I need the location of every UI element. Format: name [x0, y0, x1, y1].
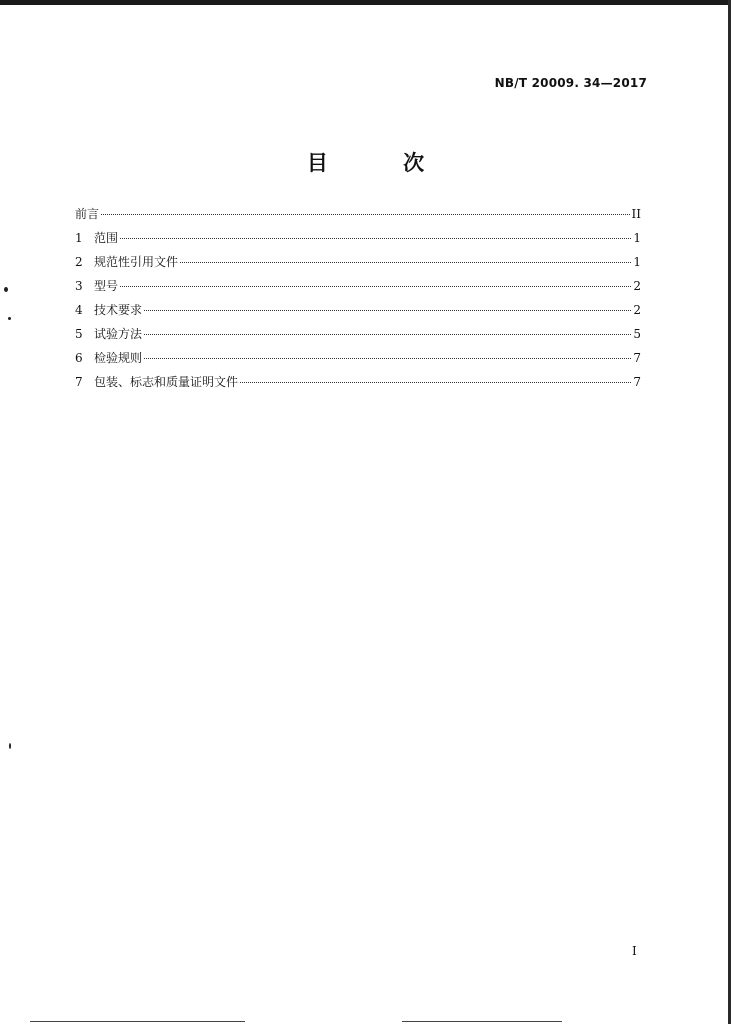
scan-top-border [0, 0, 731, 5]
toc-entry-packaging-marking[interactable] [75, 373, 641, 397]
page-number: I [632, 944, 637, 958]
toc-entry-page: 7 [633, 375, 641, 389]
dot-leader [120, 286, 631, 287]
toc-entry-label: 技术要求 [94, 303, 143, 317]
toc-entry-number: 2 [75, 255, 83, 269]
page-title: 目 次 [306, 151, 459, 175]
toc-entry-label: 前言 [75, 207, 100, 221]
dot-leader [120, 238, 631, 239]
toc-entry-page: 1 [633, 255, 641, 269]
toc-entry-page: 2 [633, 279, 641, 293]
toc-entry-test-methods[interactable] [75, 325, 641, 349]
toc-entry-label: 型号 [94, 279, 119, 293]
toc-entry-technical-requirements[interactable] [75, 301, 641, 325]
toc-entry-page: 5 [633, 327, 641, 341]
toc-entry-number: 7 [75, 375, 83, 389]
toc-entry-label: 范围 [94, 231, 119, 245]
toc-entry-number: 3 [75, 279, 83, 293]
toc-entry-label: 检验规则 [94, 351, 143, 365]
dot-leader [144, 310, 631, 311]
dot-leader [144, 334, 631, 335]
standard-number: NB/T 20009. 34—2017 [494, 76, 647, 90]
dot-leader [240, 382, 631, 383]
toc-entry-scope[interactable] [75, 229, 641, 253]
dot-leader [180, 262, 631, 263]
toc-entry-number: 6 [75, 351, 83, 365]
toc-entry-number: 1 [75, 231, 83, 245]
scan-speck [9, 743, 11, 749]
toc-entry-number: 4 [75, 303, 83, 317]
dot-leader [101, 214, 630, 215]
dot-leader [144, 358, 631, 359]
scan-bottom-line-left [30, 1021, 245, 1022]
toc-entry-page: 1 [633, 231, 641, 245]
toc-entry-inspection-rules[interactable] [75, 349, 641, 373]
table-of-contents [75, 205, 641, 397]
toc-entry-normative-references[interactable] [75, 253, 641, 277]
scan-bottom-line-right [402, 1021, 562, 1022]
toc-entry-number: 5 [75, 327, 83, 341]
toc-entry-label: 包装、标志和质量证明文件 [94, 375, 239, 389]
toc-entry-page: 7 [633, 351, 641, 365]
toc-entry-page: 2 [633, 303, 641, 317]
toc-entry-page: II [631, 207, 641, 221]
toc-entry-foreword[interactable] [75, 205, 641, 229]
scan-speck [4, 287, 8, 292]
toc-entry-label: 规范性引用文件 [94, 255, 179, 269]
scan-speck [8, 317, 11, 320]
toc-entry-model[interactable] [75, 277, 641, 301]
toc-entry-label: 试验方法 [94, 327, 143, 341]
